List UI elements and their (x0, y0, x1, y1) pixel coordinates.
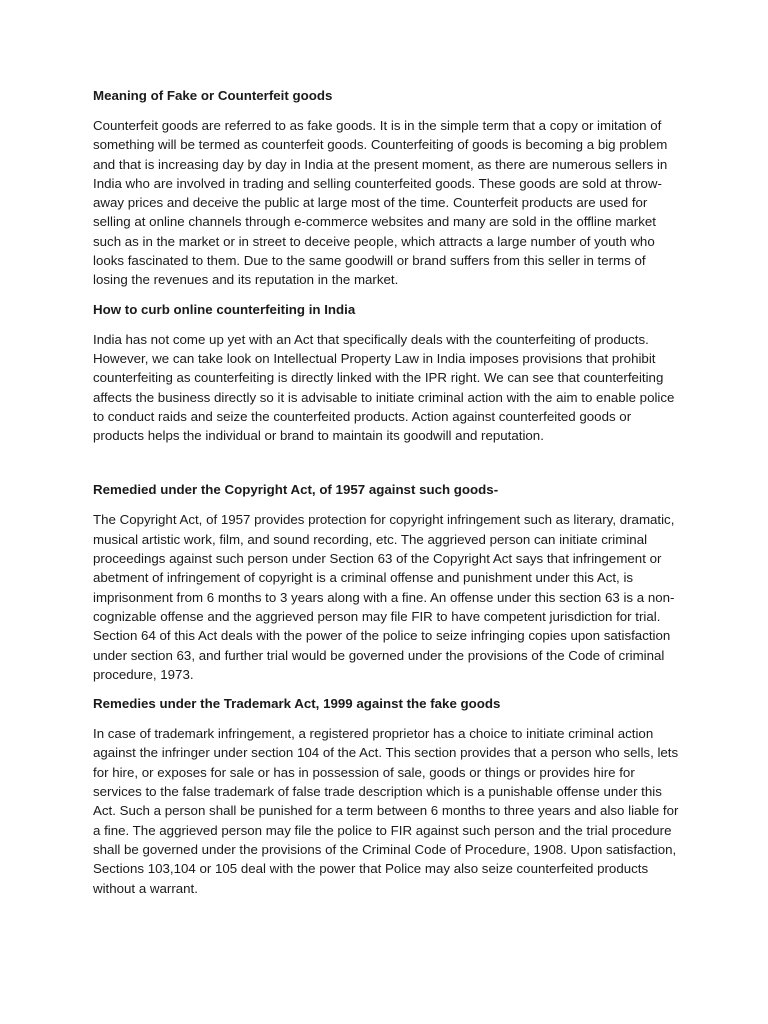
section-paragraph: India has not come up yet with an Act that specifically deals with the counterfeiting of products. However, we can take look on Intellectual Property Law in India imposes provisions that prohibit counterfeiting as counterfeiting is directly linked with the IPR right. We can see that counterfeiting affects the business directly so it is advisable to initiate criminal action with the aim to enable police to conduct raids and seize the counterfeited products. Action against counterfeited goods or products helps the individual or brand to maintain its goodwill and reputation. (93, 331, 675, 444)
blank-line (93, 455, 681, 480)
section-paragraph: Counterfeit goods are referred to as fake goods. It is in the simple term that a copy or imitation of something will be termed as counterfeit goods. Counterfeiting of goods is becoming a big problem and that is increasing day by day in India at the present moment, as there are numerous sellers in India who are involved in trading and selling counterfeited goods. These goods are sold at throw-away prices and deceive the public at large most of the time. Counterfeit products are used for selling at online channels through e-commerce websites and many are sold in the offline market such as in the market or in street to deceive people, which attracts a large number of youth who looks fascinated to them. Due to the same goodwill or brand suffers from this seller in terms of losing the revenues and its reputation in the market. (93, 118, 668, 288)
section-copyright-act (93, 480, 681, 684)
section-curb-online-counterfeiting (93, 300, 681, 446)
document-page (93, 86, 681, 908)
section-paragraph: The Copyright Act, of 1957 provides protection for copyright infringement such as literary, dramatic, musical artistic work, film, and sound recording, etc. The aggrieved person can initiate criminal proceedings against such person under Section 63 of the Copyright Act says that infringement or abetment of infringement of copyright is a criminal offense and punishment under this Act, is imprisonment from 6 months to 3 years along with a fine. An offense under this section 63 is a non-cognizable offense and the aggrieved person may file FIR to have competent jurisdiction for trial. Section 64 of this Act deals with the power of the police to seize infringing copies upon satisfaction under section 63, and further trial would be governed under the provisions of the Code of criminal procedure, 1973. (93, 512, 675, 682)
section-heading: How to curb online counterfeiting in India (93, 301, 356, 317)
section-heading: Remedies under the Trademark Act, 1999 against the fake goods (93, 696, 501, 712)
section-paragraph: In case of trademark infringement, a registered proprietor has a choice to initiate criminal action against the infringer under section 104 of the Act. This section provides that a person who sells, lets for hire, or exposes for sale or has in possession of sale, goods or things or provides hire for services to the false trademark of false trade description which is a punishable offense under this Act. Such a person shall be punished for a term between 6 months to three years and also liable for a fine. The aggrieved person may file the police to FIR against such person and the trial procedure shall be governed under the provisions of the Criminal Code of Procedure, 1908. Upon satisfaction, Sections 103,104 or 105 deal with the power that Police may also seize counterfeited products without a warrant. (93, 726, 679, 896)
section-trademark-act (93, 694, 681, 898)
section-meaning (93, 86, 681, 290)
section-heading: Meaning of Fake or Counterfeit goods (93, 88, 333, 103)
section-heading: Remedied under the Copyright Act, of 1957 against such goods- (93, 482, 499, 498)
